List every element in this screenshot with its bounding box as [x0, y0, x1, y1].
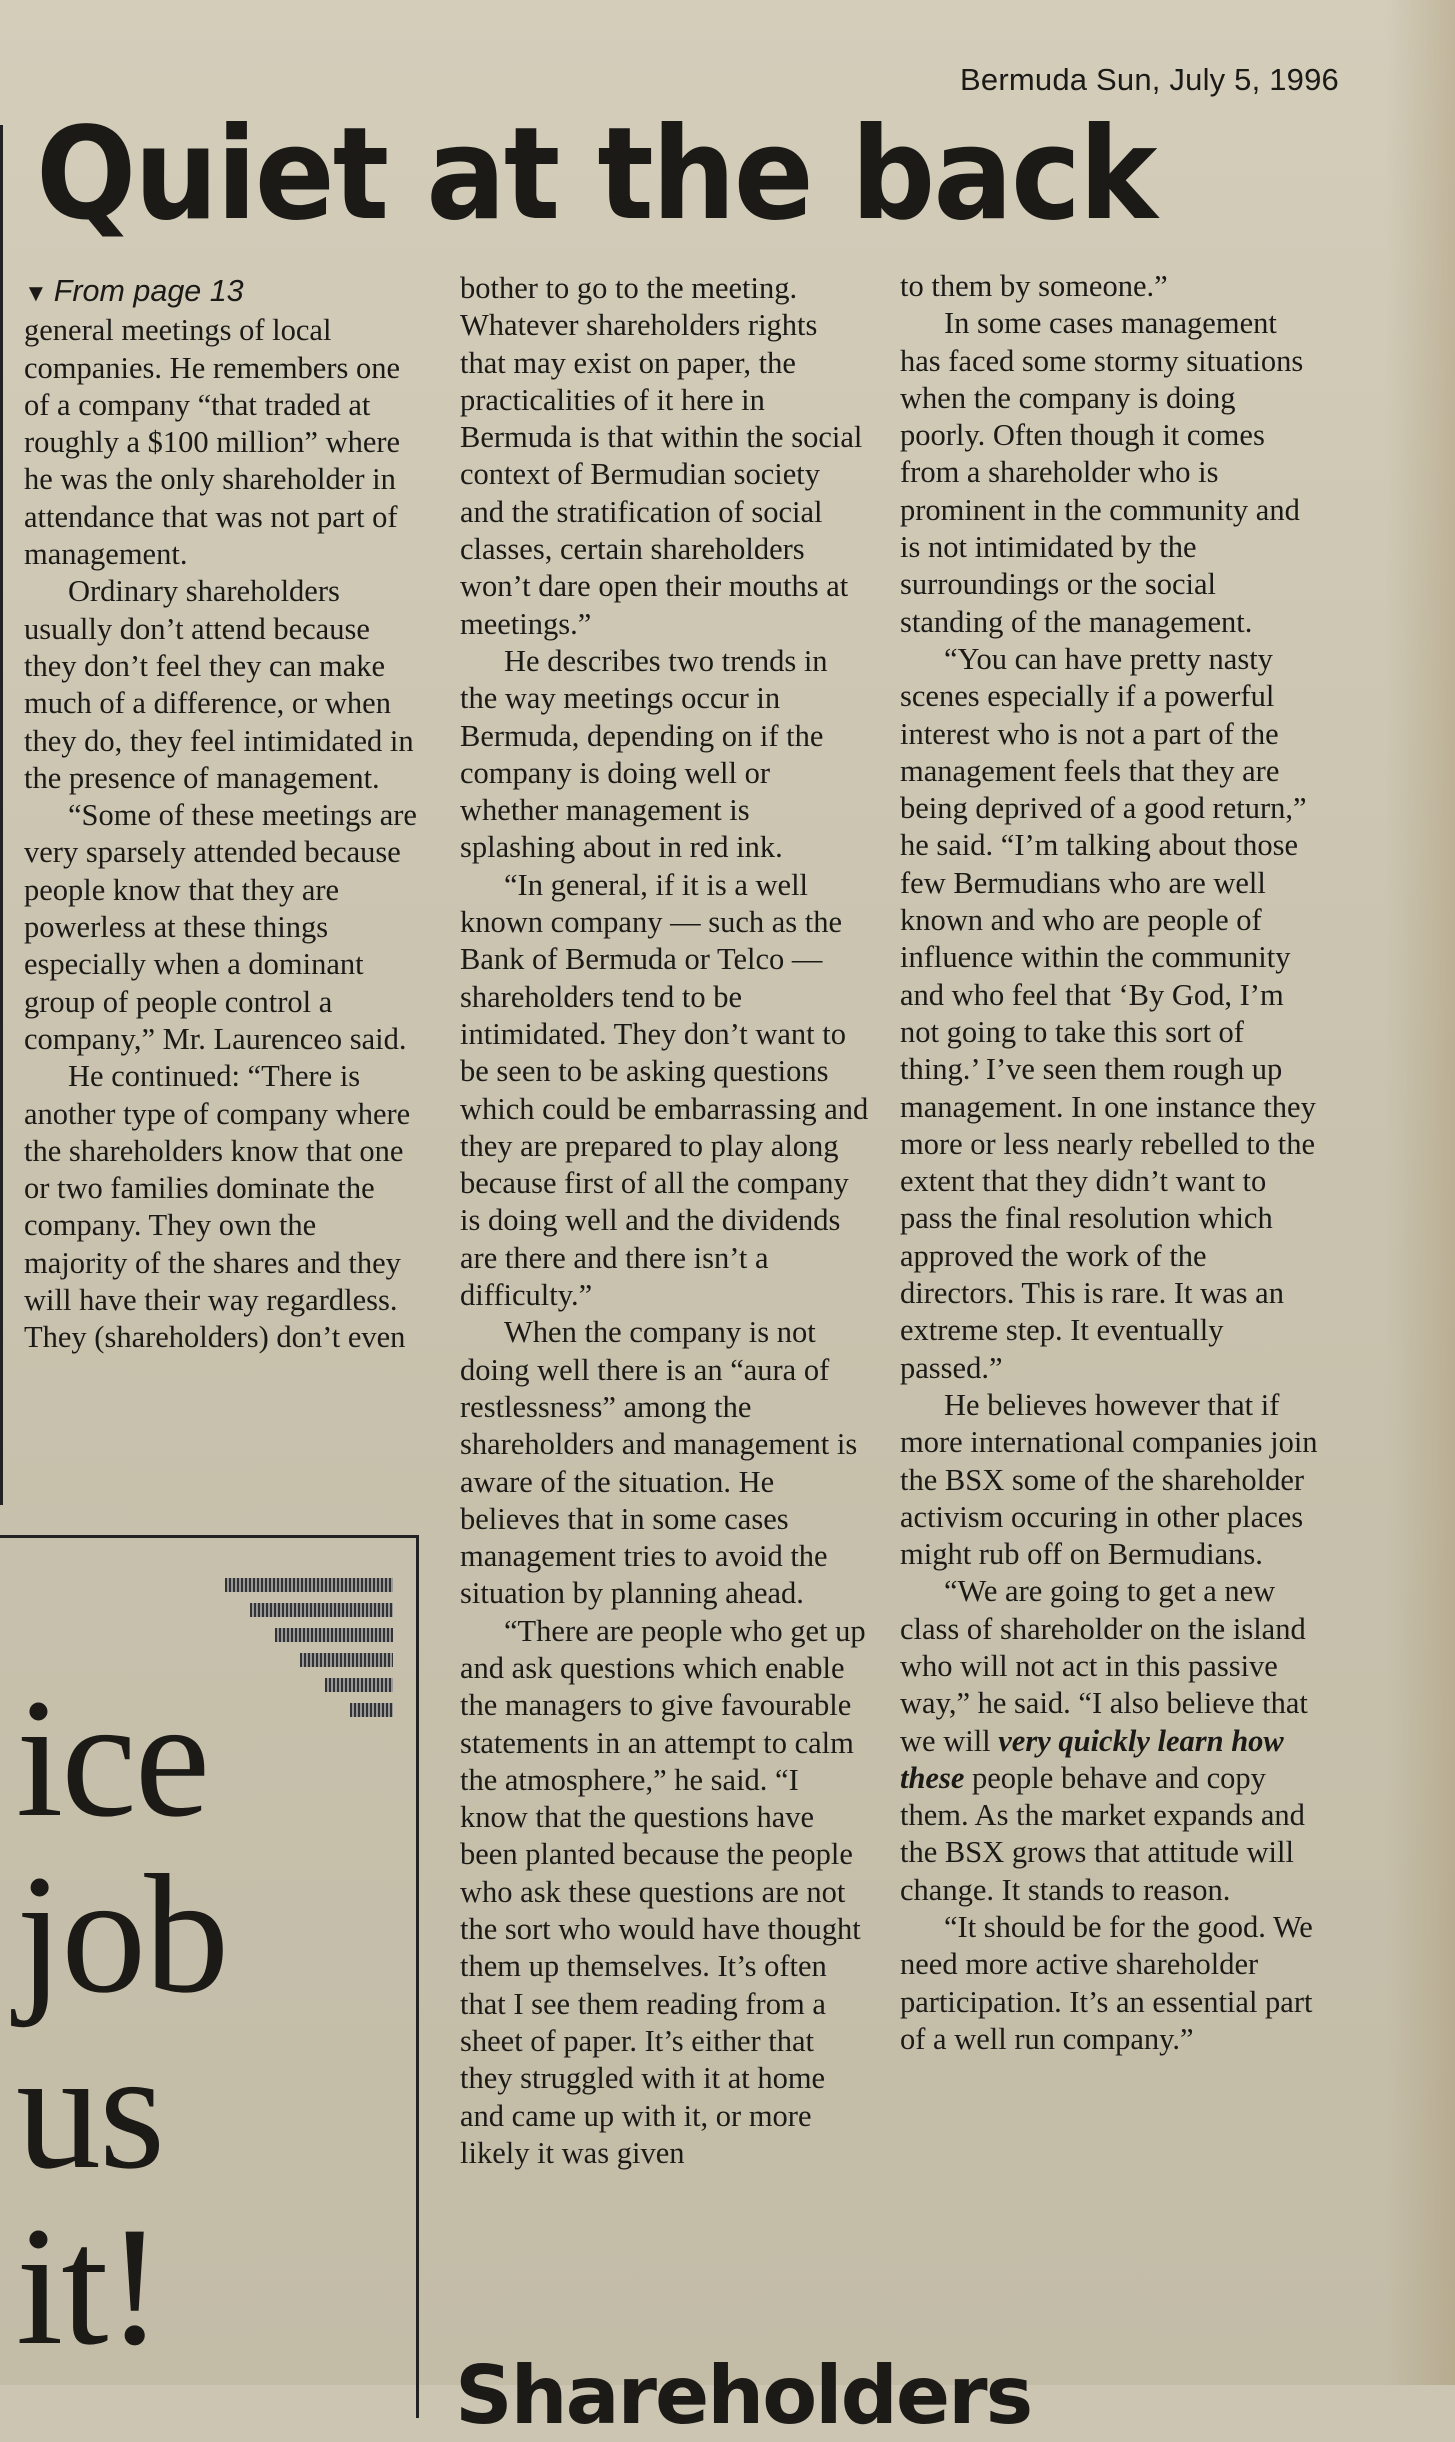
paragraph-text: people behave and copy them. As the market expands and the BSX grows that attitude will change. It stands to reason. [900, 1760, 1305, 1907]
ad-decoration-bar [275, 1628, 393, 1642]
paragraph: to them by someone.” [900, 269, 1168, 303]
ad-decoration-bar [250, 1603, 393, 1617]
column-rule [0, 125, 3, 1505]
ad-word: us [16, 2016, 164, 2204]
ad-word: job [16, 1840, 228, 2028]
article-column-3 [900, 268, 1320, 2058]
ad-decoration-bar [325, 1678, 393, 1692]
paragraph [900, 1573, 1320, 1909]
from-page-jump [24, 273, 424, 312]
triangle-down-icon: ▼ [24, 280, 48, 307]
page-edge-shadow [1385, 0, 1455, 2385]
emphasized-text: very quickly learn how these [900, 1723, 1284, 1795]
headline: Quiet at the back [36, 99, 1156, 249]
advertisement-text [16, 1664, 228, 2380]
ad-decoration-bar [350, 1703, 393, 1717]
paragraph: “Some of these meetings are very sparsely attended because people know that they are powerless at these things especially when a dominant group of people control a company,” Mr. Laurenceo said. [24, 798, 417, 1056]
paragraph: In some cases management has faced some stormy situations when the company is doing poorly. Often though it comes from a shareholder who is prominent in the community and is not intimidated by the surroundings or the social standing of the management. [900, 306, 1304, 639]
paragraph: When the company is not doing well there is an “aura of restlessness” among the shareholders and management is aware of the situation. He believes that in some cases management tries to avoid the situation by planning ahead. [460, 1315, 858, 1611]
from-page-label: From page 13 [53, 274, 244, 308]
article-column-2 [460, 270, 870, 2172]
ad-word: it! [16, 2192, 162, 2380]
next-headline-partial [455, 2349, 1032, 2442]
paragraph: “In general, if it is a well known company — such as the Bank of Bermuda or Telco — shareholders tend to be intimidated. They don’t want to be seen to be asking questions which could be embarrassing and they are prepared to play along because first of all the company is doing well and the dividends are there and there isn’t a difficulty.” [460, 867, 869, 1313]
paragraph: general meetings of local companies. He remembers one of a company “that traded at roughly a $100 million” where he was the only shareholder in attendance that was not part of management. [24, 313, 401, 572]
next-headline-text: Shareholders [455, 2349, 1032, 2442]
paragraph-text: “We are going to get a new class of shareholder on the island who will not act in this passive way,” he said. “I also believe that we will [900, 1574, 1308, 1758]
paragraph: Ordinary shareholders usually don’t attend because they don’t feel they can make much of a difference, or when they do, they feel intimidated in the presence of management. [24, 574, 414, 795]
paragraph: He believes however that if more international companies join the BSX some of the shareholder activism occuring in other places might rub off on Bermudians. [900, 1387, 1318, 1572]
paragraph: He describes two trends in the way meetings occur in Bermuda, depending on if the company is doing well or whether management is splashing about in red ink. [460, 643, 828, 865]
article-column-1 [24, 273, 424, 1357]
paragraph: He continued: “There is another type of company where the shareholders know that one or two families dominate the company. They own the majority of the shares and they will have their way regardless. They (shareholders) don’t even [24, 1059, 411, 1355]
paragraph: bother to go to the meeting. Whatever shareholders rights that may exist on paper, the practicalities of it here in Bermuda is that within the social context of Bermudian society and the stratification of social classes, certain shareholders won’t dare open their mouths at meetings.” [460, 271, 863, 641]
ad-decoration-bar [300, 1653, 393, 1667]
ad-decoration-bar [225, 1578, 393, 1592]
paragraph: “You can have pretty nasty scenes especially if a powerful interest who is not a part of the management feels that they are being deprived of a good return,” he said. “I’m talking about those few Bermudians who are well known and who are people of influence within the community and who feel that ‘By God, I’m not going to take this sort of thing.’ I’ve seen them rough up management. In one instance they more or less nearly rebelled to the extent that they didn’t want to pass the final resolution which approved the work of the directors. This is rare. It was an extreme step. It eventually passed.” [900, 641, 1316, 1385]
paragraph: “It should be for the good. We need more active shareholder participation. It’s an essential part of a well run company.” [900, 1910, 1313, 2056]
paragraph: “There are people who get up and ask questions which enable the managers to give favourable statements in an attempt to calm the atmosphere,” he said. “I know that the questions have been planted because the people who ask these questions are not the sort who would have thought them up themselves. It’s often that I see them reading from a sheet of paper. It’s either that they struggled with it at home and came up with it, or more likely it was given [460, 1613, 866, 2170]
dateline: Bermuda Sun, July 5, 1996 [960, 62, 1339, 97]
ad-word: ice [16, 1664, 209, 1852]
